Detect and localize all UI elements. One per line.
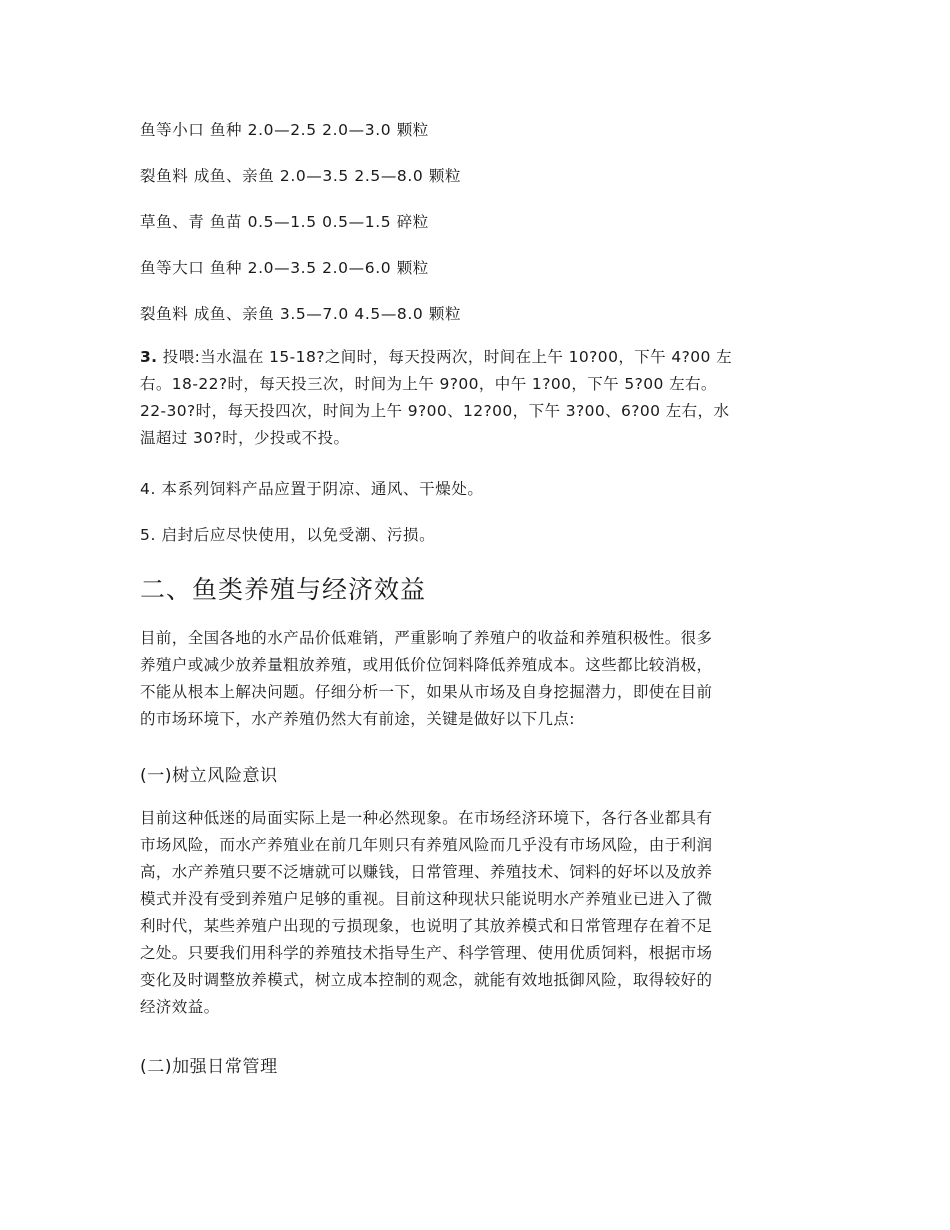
subsection-title-1: (一)树立风险意识	[140, 766, 278, 786]
feeding-text: 投喂:当水温在 15-18?之间时，每天投两次，时间在上午 10?00，下午 4?00 左	[157, 348, 732, 366]
table-row: 裂鱼料 成鱼、亲鱼 2.0—3.5 2.5—8.0 颗粒	[140, 167, 462, 185]
table-row: 草鱼、青 鱼苗 0.5—1.5 0.5—1.5 碎粒	[140, 213, 429, 231]
storage-note: 4. 本系列饲料产品应置于阴凉、通风、干燥处。	[140, 480, 484, 498]
table-row: 鱼等大口 鱼种 2.0—3.5 2.0—6.0 颗粒	[140, 259, 429, 277]
risk-line: 目前这种低迷的局面实际上是一种必然现象。在市场经济环境下，各行各业都具有	[140, 809, 713, 827]
usage-note: 5. 启封后应尽快使用，以免受潮、污损。	[140, 526, 436, 544]
feeding-line-3: 22-30?时，每天投四次，时间为上午 9?00、12?00，下午 3?00、6?00 左右，水	[140, 402, 730, 420]
feeding-number: 3.	[140, 348, 158, 366]
table-row: 鱼等小口 鱼种 2.0—2.5 2.0—3.0 颗粒	[140, 121, 429, 139]
subsection-title-2: (二)加强日常管理	[140, 1057, 278, 1077]
risk-line: 之处。只要我们用科学的养殖技术指导生产、科学管理、使用优质饲料，根据市场	[140, 944, 713, 962]
risk-line: 高，水产养殖只要不泛塘就可以赚钱，日常管理、养殖技术、饲料的好坏以及放养	[140, 863, 713, 881]
feeding-line-4: 温超过 30?时，少投或不投。	[140, 429, 350, 447]
intro-line: 不能从根本上解决问题。仔细分析一下，如果从市场及自身挖掘潜力，即使在目前	[140, 683, 713, 701]
risk-line: 经济效益。	[140, 998, 220, 1016]
intro-line: 的市场环境下，水产养殖仍然大有前途，关键是做好以下几点:	[140, 710, 575, 728]
table-row: 裂鱼料 成鱼、亲鱼 3.5—7.0 4.5—8.0 颗粒	[140, 305, 462, 323]
section-title: 二、鱼类养殖与经济效益	[140, 575, 427, 604]
risk-line: 市场风险，而水产养殖业在前几年则只有养殖风险而几乎没有市场风险，由于利润	[140, 836, 713, 854]
feeding-paragraph	[140, 344, 820, 452]
risk-line: 利时代，某些养殖户出现的亏损现象，也说明了其放养模式和日常管理存在着不足	[140, 917, 713, 935]
intro-line: 目前，全国各地的水产品价低难销，严重影响了养殖户的收益和养殖积极性。很多	[140, 629, 713, 647]
intro-line: 养殖户或减少放养量粗放养殖，或用低价位饲料降低养殖成本。这些都比较消极，	[140, 656, 713, 674]
risk-line: 变化及时调整放养模式，树立成本控制的观念，就能有效地抵御风险，取得较好的	[140, 971, 713, 989]
risk-paragraph	[140, 805, 820, 1021]
risk-line: 模式并没有受到养殖户足够的重视。目前这种现状只能说明水产养殖业已进入了微	[140, 890, 713, 908]
intro-paragraph	[140, 625, 820, 733]
feeding-line-2: 右。18-22?时，每天投三次，时间为上午 9?00，中午 1?00，下午 5?00 左右。	[140, 375, 717, 393]
feeding-line-1	[140, 344, 820, 371]
